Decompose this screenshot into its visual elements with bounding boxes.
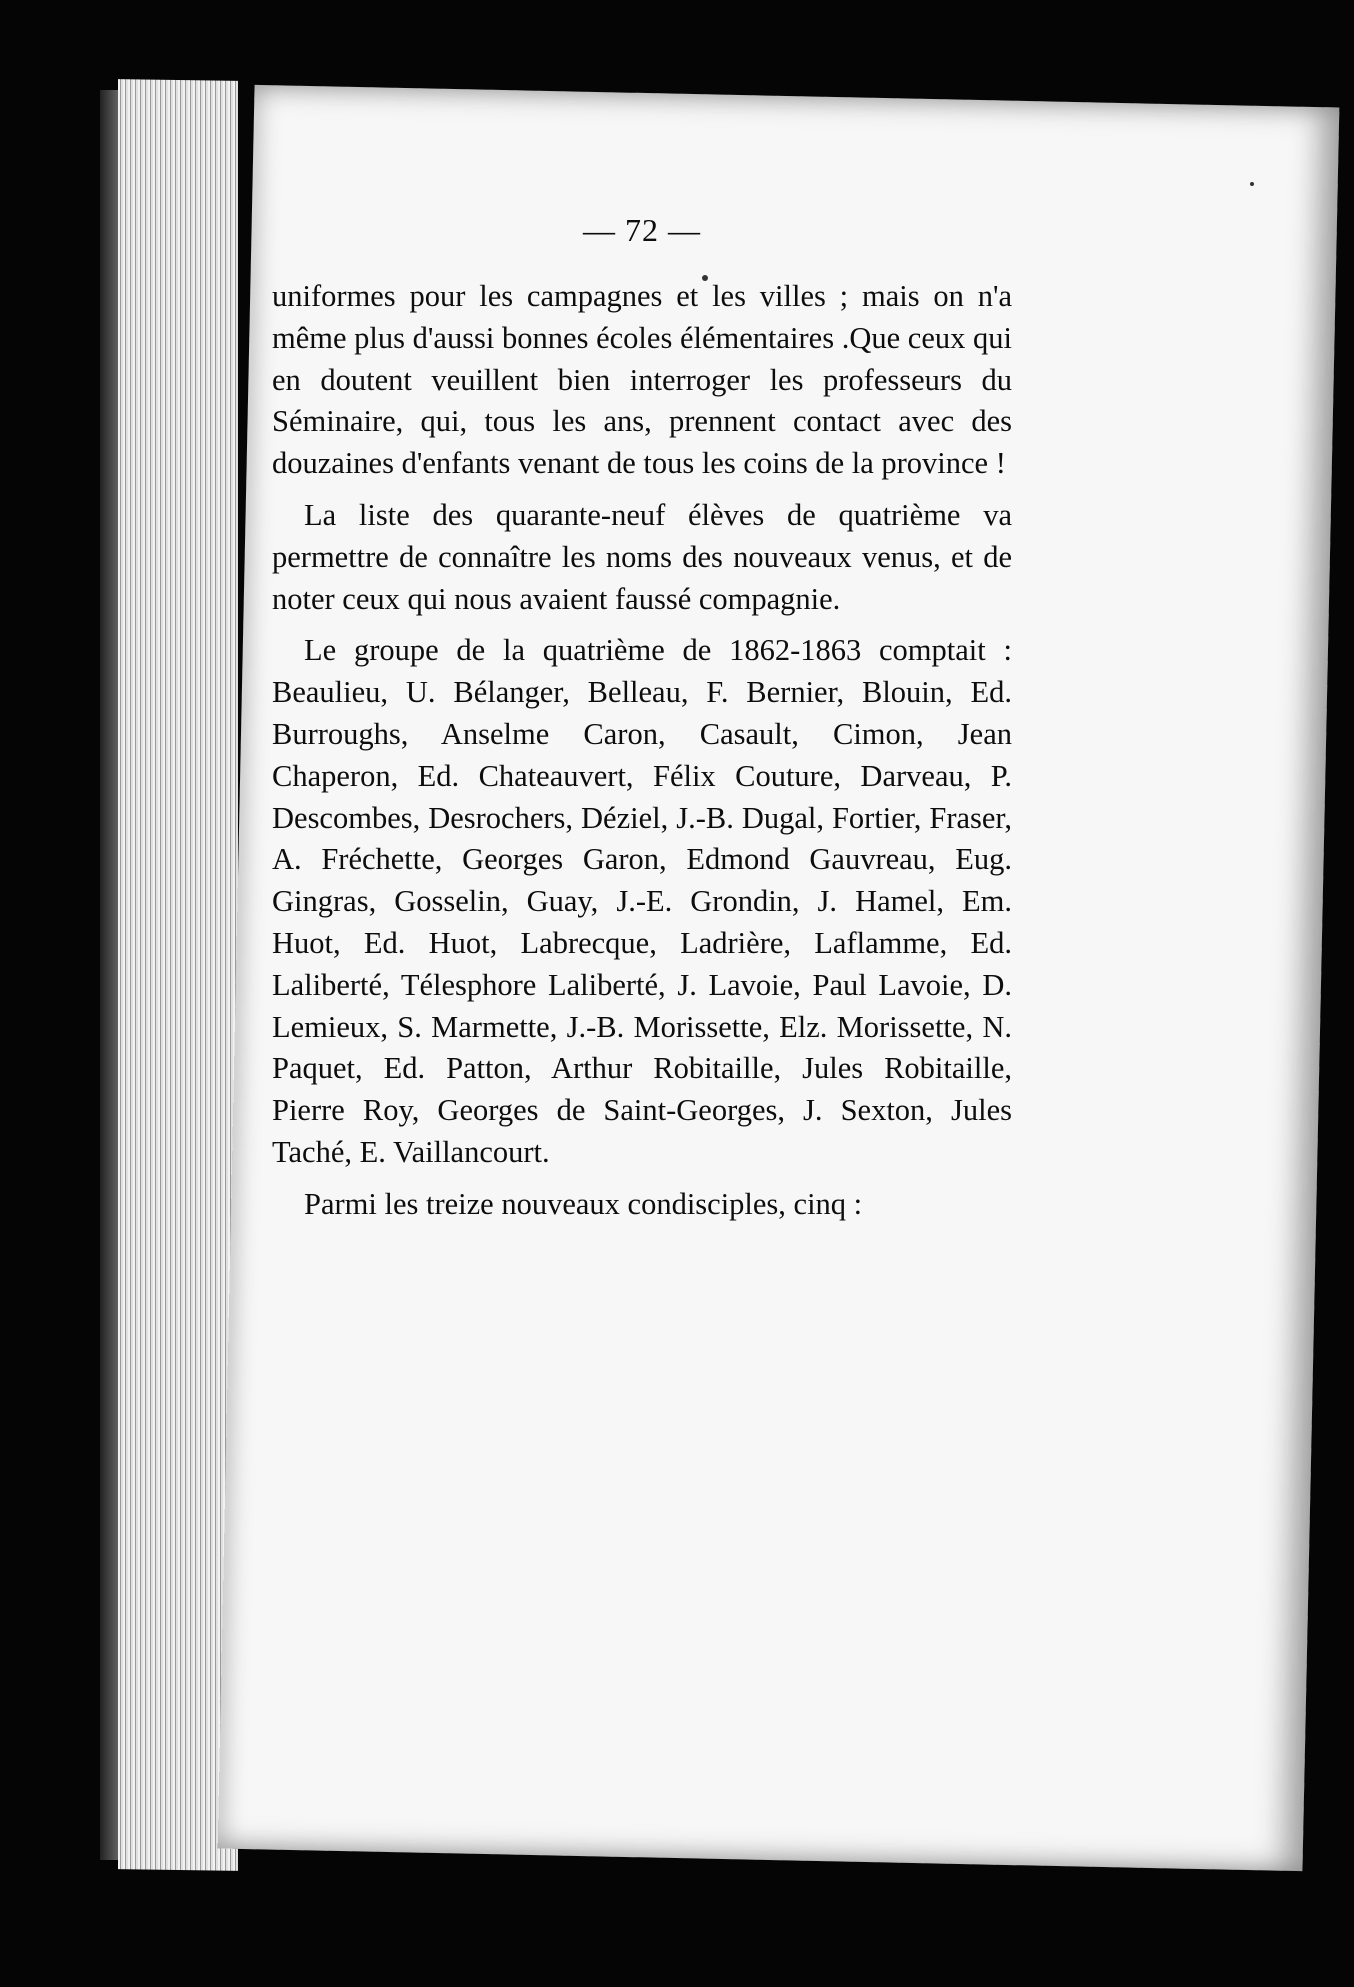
page-number: — 72 — <box>583 212 701 248</box>
page-text-block <box>272 210 1012 1236</box>
paragraph-3: Le groupe de la quatrième de 1862-1863 comptait : Beaulieu, U. Bélanger, Belleau, F. Bernier, Blouin, Ed. Burroughs, Anselme Caron, Casault, Cimon, Jean Chaperon, Ed. Chateauvert, Félix Couture, Darveau, P. Descombes, Desrochers, Déziel, J.-B. Dugal, Fortier, Fraser, A. Fréchette, Georges Garon, Edmond Gauvreau, Eug. Gingras, Gosselin, Guay, J.-E. Grondin, J. Hamel, Em. Huot, Ed. Huot, Labrecque, Ladrière, Laflamme, Ed. Laliberté, Télesphore Laliberté, J. Lavoie, Paul Lavoie, D. Lemieux, S. Marmette, J.-B. Morissette, Elz. Morissette, N. Paquet, Ed. Patton, Arthur Robitaille, Jules Robitaille, Pierre Roy, Georges de Saint-Georges, J. Sexton, Jules Taché, E. Vaillancourt. <box>272 633 1012 1169</box>
ink-spot <box>1250 182 1254 186</box>
page-edges <box>118 79 238 1871</box>
paragraph-1: uniformes pour les campagnes et les villes ; mais on n'a même plus d'aussi bonnes écoles élémentaires .Que ceux qui en doutent veuillent bien interroger les professeurs du Séminaire, qui, tous les ans, prennent contact avec des douzaines d'enfants venant de tous les coins de la province ! <box>272 279 1012 481</box>
paragraph-4: Parmi les treize nouveaux condisciples, cinq : <box>304 1186 863 1221</box>
paragraph-2: La liste des quarante-neuf élèves de quatrième va permettre de connaître les noms des nouveaux venus, et de noter ceux qui nous avaient faussé compagnie. <box>272 497 1012 616</box>
